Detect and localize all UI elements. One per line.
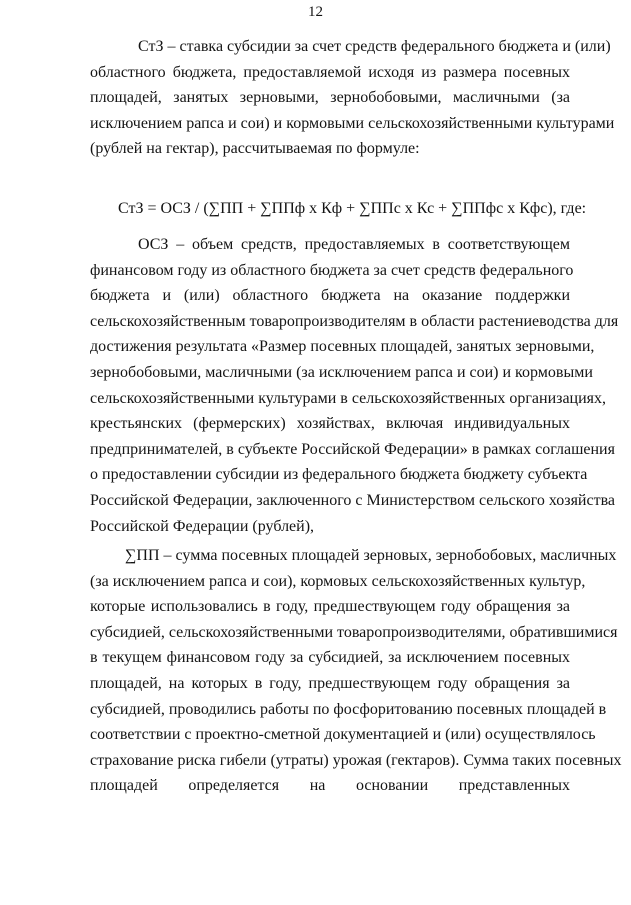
text-line: Российской Федерации (рублей), xyxy=(90,517,315,535)
text-line: зернобобовыми, масличными (за исключением рапса и сои) и кормовыми xyxy=(90,363,593,381)
text-line: финансовом году из областного бюджета за счет средств федерального xyxy=(90,261,574,279)
text-line: ∑ПП – сумма посевных площадей зерновых, зернобобовых, масличных xyxy=(125,547,617,564)
paragraph-osz-definition xyxy=(90,232,619,539)
text-line: (рублей на гектар), рассчитываемая по формуле: xyxy=(90,140,420,158)
text-line: сельскохозяйственным товаропроизводителям в области растениеводства для xyxy=(90,312,619,330)
text-line: субсидией, проводились работы по фосфоритованию посевных площадей в xyxy=(90,700,607,718)
text-line: субсидией, сельскохозяйственными товаропроизводителями, обратившимися xyxy=(90,623,618,641)
paragraph-subsidy-rate xyxy=(90,34,615,162)
paragraph-sum-pp-definition xyxy=(90,543,622,799)
text-line: площадей, на которых в году, предшествующем году обращения за xyxy=(90,674,570,692)
text-line: площадей определяется на основании представленных xyxy=(90,777,570,795)
text-line: бюджета и (или) областного бюджета на оказание поддержки xyxy=(90,287,570,305)
text-line: соответствии с проектно-сметной документацией и (или) осуществлялось xyxy=(90,726,596,744)
text-line: сельскохозяйственными культурами в сельскохозяйственных организациях, xyxy=(90,389,607,407)
text-line: площадей, занятых зерновыми, зернобобовыми, масличными (за xyxy=(90,89,570,107)
text-line: о предоставлении субсидии из федерального бюджета бюджету субъекта xyxy=(90,466,588,484)
text-line: СтЗ – ставка субсидии за счет средств федерального бюджета и (или) xyxy=(138,38,611,55)
text-line: Российской Федерации, заключенного с Министерством сельского хозяйства xyxy=(90,491,616,509)
text-line: областного бюджета, предоставляемой исходя из размера посевных xyxy=(90,63,570,81)
text-line: крестьянских (фермерских) хозяйствах, включая индивидуальных xyxy=(90,415,570,433)
formula: СтЗ = ОСЗ / (∑ПП + ∑ППф x Кф + ∑ППс x Кс + ∑ППфс x Кфс), где: xyxy=(118,200,587,217)
text-line: исключением рапса и сои) и кормовыми сельскохозяйственными культурами xyxy=(90,114,615,132)
text-line: предпринимателей, в субъекте Российской Федерации» в рамках соглашения xyxy=(90,440,615,458)
text-line: в текущем финансовом году за субсидией, за исключением посевных xyxy=(90,649,570,667)
text-line: которые использовались в году, предшествующем году обращения за xyxy=(90,598,570,616)
text-line: достижения результата «Размер посевных площадей, занятых зерновыми, xyxy=(90,338,595,356)
text-line: страхование риска гибели (утраты) урожая (гектаров). Сумма таких посевных xyxy=(90,751,622,769)
page-number: 12 xyxy=(308,4,323,20)
text-line: ОСЗ – объем средств, предоставляемых в соответствующем xyxy=(138,236,570,253)
text-line: (за исключением рапса и сои), кормовых сельскохозяйственных культур, xyxy=(90,572,586,590)
